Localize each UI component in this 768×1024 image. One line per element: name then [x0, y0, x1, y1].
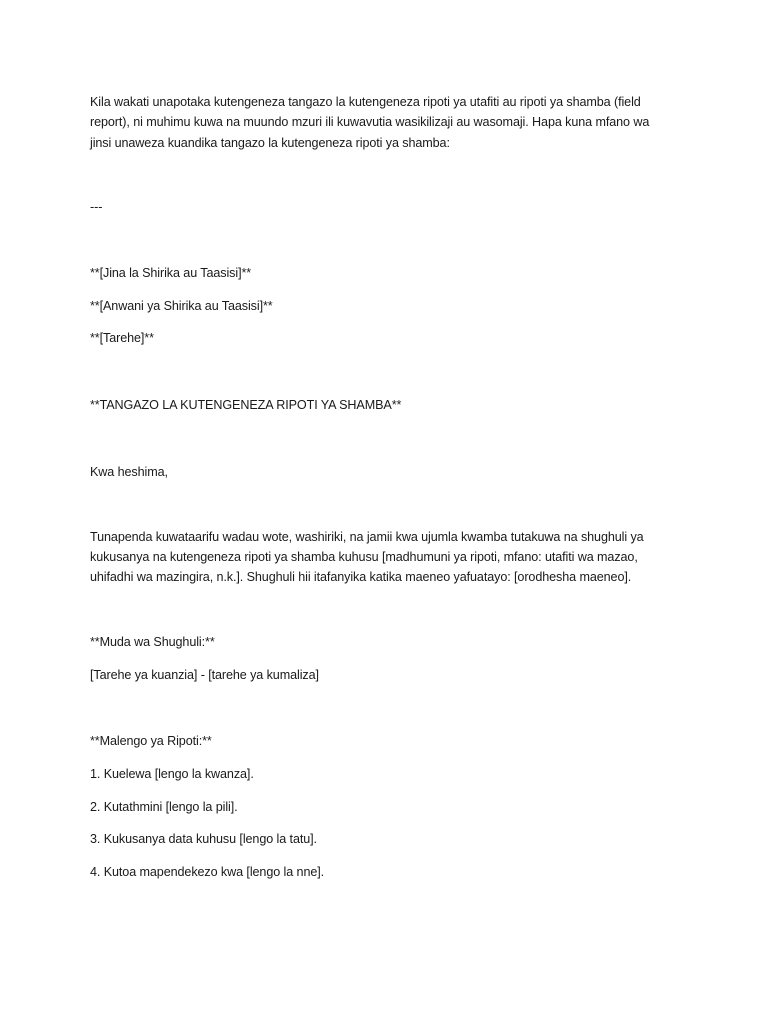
document-date: **[Tarehe]**	[90, 331, 154, 345]
objectives-label: **Malengo ya Ripoti:**	[90, 734, 212, 748]
body-line-1: Tunapenda kuwataarifu wadau wote, washiriki, na jamii kwa ujumla kwamba tutakuwa na shughuli ya	[90, 530, 644, 544]
objective-item-3: 3. Kukusanya data kuhusu [lengo la tatu].	[90, 832, 317, 846]
intro-line-1: Kila wakati unapotaka kutengeneza tangazo la kutengeneza ripoti ya utafiti au ripoti ya shamba (field	[90, 95, 641, 109]
salutation: Kwa heshima,	[90, 465, 168, 479]
intro-line-2: report), ni muhimu kuwa na muundo mzuri ili kuwavutia wasikilizaji au wasomaji. Hapa kuna mfano wa	[90, 115, 650, 129]
objective-item-1: 1. Kuelewa [lengo la kwanza].	[90, 767, 254, 781]
intro-line-3: jinsi unaweza kuandika tangazo la kutengeneza ripoti ya shamba:	[90, 136, 450, 150]
body-line-3: uhifadhi wa mazingira, n.k.]. Shughuli hii itafanyika katika maeneo yafuatayo: [orodhesha maeneo].	[90, 570, 632, 584]
objective-item-4: 4. Kutoa mapendekezo kwa [lengo la nne].	[90, 865, 325, 879]
org-name: **[Jina la Shirika au Taasisi]**	[90, 266, 252, 280]
duration-value: [Tarehe ya kuanzia] - [tarehe ya kumaliza]	[90, 668, 319, 682]
objective-item-2: 2. Kutathmini [lengo la pili].	[90, 800, 238, 814]
body-line-2: kukusanya na kutengeneza ripoti ya shamba kuhusu [madhumuni ya ripoti, mfano: utafiti wa mazao,	[90, 550, 638, 564]
announcement-heading: **TANGAZO LA KUTENGENEZA RIPOTI YA SHAMBA**	[90, 398, 402, 412]
duration-label: **Muda wa Shughuli:**	[90, 635, 215, 649]
separator: ---	[90, 200, 103, 214]
org-address: **[Anwani ya Shirika au Taasisi]**	[90, 299, 273, 313]
